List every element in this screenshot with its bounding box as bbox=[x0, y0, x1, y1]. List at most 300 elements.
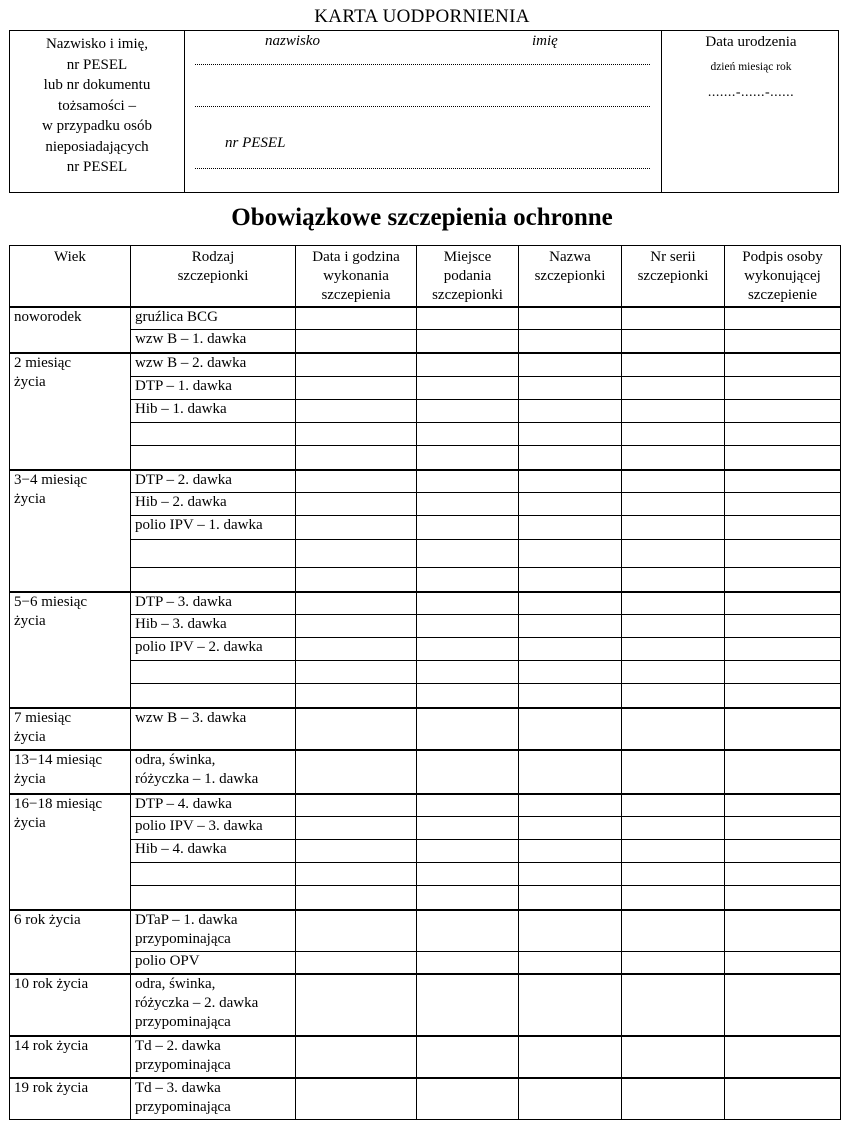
vaccine-name-cell[interactable] bbox=[519, 592, 622, 615]
vaccine-line: wzw B – 2. dawka bbox=[135, 354, 247, 371]
column-header-line: szczepienie bbox=[747, 287, 818, 303]
batch-number-cell[interactable] bbox=[622, 493, 725, 516]
vaccine-cell bbox=[131, 684, 296, 708]
age-line: życia bbox=[14, 770, 46, 787]
signature-cell[interactable] bbox=[725, 516, 841, 540]
vaccine-cell bbox=[131, 540, 296, 568]
signature-cell[interactable] bbox=[725, 446, 841, 470]
vaccine-line: DTaP – 1. dawka bbox=[135, 911, 238, 928]
vaccine-cell bbox=[131, 638, 296, 661]
date-cell[interactable] bbox=[296, 910, 417, 952]
vaccine-name-cell[interactable] bbox=[519, 307, 622, 330]
vaccine-cell bbox=[131, 974, 296, 1036]
table-row bbox=[10, 817, 841, 840]
vaccine-name-cell[interactable] bbox=[519, 661, 622, 684]
age-line: noworodek bbox=[14, 308, 82, 325]
age-cell bbox=[10, 353, 131, 470]
table-row bbox=[10, 307, 841, 330]
table-header-row bbox=[10, 246, 841, 307]
vaccine-name-cell[interactable] bbox=[519, 470, 622, 493]
signature-cell[interactable] bbox=[725, 592, 841, 615]
site-cell[interactable] bbox=[417, 817, 519, 840]
vaccine-line: Hib – 3. dawka bbox=[135, 616, 227, 632]
age-line: 19 rok życia bbox=[14, 1079, 89, 1096]
signature-cell[interactable] bbox=[725, 307, 841, 330]
vaccine-cell bbox=[131, 840, 296, 863]
column-header-line: Nazwa bbox=[549, 249, 591, 265]
vaccine-cell bbox=[131, 886, 296, 910]
column-header-line: Nr serii bbox=[650, 249, 696, 265]
site-cell[interactable] bbox=[417, 446, 519, 470]
signature-cell[interactable] bbox=[725, 863, 841, 886]
site-cell[interactable] bbox=[417, 974, 519, 1036]
vaccine-cell bbox=[131, 423, 296, 446]
vaccine-name-cell[interactable] bbox=[519, 377, 622, 400]
table-row bbox=[10, 910, 841, 952]
table-row bbox=[10, 493, 841, 516]
vaccine-line: polio IPV – 3. dawka bbox=[135, 818, 263, 834]
batch-number-cell[interactable] bbox=[622, 863, 725, 886]
site-cell[interactable] bbox=[417, 840, 519, 863]
signature-cell[interactable] bbox=[725, 840, 841, 863]
table-row bbox=[10, 568, 841, 592]
age-line: 6 rok życia bbox=[14, 911, 81, 928]
date-cell[interactable] bbox=[296, 661, 417, 684]
vaccine-cell bbox=[131, 493, 296, 516]
signature-cell[interactable] bbox=[725, 540, 841, 568]
identity-label-line: w przypadku osób bbox=[42, 118, 152, 134]
site-cell[interactable] bbox=[417, 863, 519, 886]
vaccine-name-cell[interactable] bbox=[519, 750, 622, 794]
signature-cell[interactable] bbox=[725, 910, 841, 952]
vaccine-line: wzw B – 3. dawka bbox=[135, 709, 247, 726]
column-header-line: Miejsce bbox=[443, 249, 492, 265]
vaccine-line: Hib – 2. dawka bbox=[135, 494, 227, 510]
date-cell[interactable] bbox=[296, 615, 417, 638]
age-line: 3−4 miesiąc bbox=[14, 471, 88, 488]
site-cell[interactable] bbox=[417, 886, 519, 910]
signature-cell[interactable] bbox=[725, 470, 841, 493]
age-cell bbox=[10, 1036, 131, 1078]
signature-cell[interactable] bbox=[725, 353, 841, 377]
batch-number-cell[interactable] bbox=[622, 750, 725, 794]
vaccine-name-cell[interactable] bbox=[519, 840, 622, 863]
table-row bbox=[10, 540, 841, 568]
signature-cell[interactable] bbox=[725, 817, 841, 840]
date-cell[interactable] bbox=[296, 684, 417, 708]
date-cell[interactable] bbox=[296, 516, 417, 540]
batch-number-cell[interactable] bbox=[622, 708, 725, 750]
vaccine-line: polio OPV bbox=[135, 953, 200, 969]
vaccine-line: polio IPV – 1. dawka bbox=[135, 517, 263, 533]
vaccine-cell bbox=[131, 794, 296, 817]
batch-number-cell[interactable] bbox=[622, 330, 725, 353]
vaccine-cell bbox=[131, 330, 296, 353]
table-row bbox=[10, 661, 841, 684]
vaccine-name-cell[interactable] bbox=[519, 974, 622, 1036]
age-cell bbox=[10, 1078, 131, 1120]
date-cell[interactable] bbox=[296, 1078, 417, 1120]
vaccine-cell bbox=[131, 952, 296, 974]
vaccine-name-cell[interactable] bbox=[519, 817, 622, 840]
identity-label-line: lub nr dokumentu bbox=[43, 77, 151, 93]
site-cell[interactable] bbox=[417, 684, 519, 708]
date-cell[interactable] bbox=[296, 423, 417, 446]
column-header-line: Rodzaj bbox=[191, 249, 235, 265]
batch-number-cell[interactable] bbox=[622, 817, 725, 840]
signature-cell[interactable] bbox=[725, 1078, 841, 1120]
identity-label-line: nr PESEL bbox=[66, 56, 128, 73]
signature-cell[interactable] bbox=[725, 684, 841, 708]
signature-cell[interactable] bbox=[725, 423, 841, 446]
age-line: 13−14 miesiąc bbox=[14, 751, 103, 768]
age-cell bbox=[10, 974, 131, 1036]
batch-number-cell[interactable] bbox=[622, 470, 725, 493]
column-header-line: Podpis osoby bbox=[742, 249, 823, 265]
date-cell[interactable] bbox=[296, 750, 417, 794]
date-cell[interactable] bbox=[296, 446, 417, 470]
batch-number-cell[interactable] bbox=[622, 307, 725, 330]
site-cell[interactable] bbox=[417, 307, 519, 330]
batch-number-cell[interactable] bbox=[622, 568, 725, 592]
table-row bbox=[10, 615, 841, 638]
site-cell[interactable] bbox=[417, 493, 519, 516]
vaccine-name-cell[interactable] bbox=[519, 886, 622, 910]
site-cell[interactable] bbox=[417, 423, 519, 446]
birth-date-field[interactable]: .......-......-...... bbox=[707, 85, 795, 100]
table-row bbox=[10, 516, 841, 540]
vaccine-name-cell[interactable] bbox=[519, 708, 622, 750]
vaccine-cell bbox=[131, 470, 296, 493]
site-cell[interactable] bbox=[417, 470, 519, 493]
vaccine-line: odra, świnka, bbox=[135, 751, 216, 768]
column-header-line: szczepionki bbox=[637, 268, 709, 284]
batch-number-cell[interactable] bbox=[622, 840, 725, 863]
date-cell[interactable] bbox=[296, 568, 417, 592]
date-cell[interactable] bbox=[296, 592, 417, 615]
identity-label-line: Nazwisko i imię, bbox=[45, 36, 149, 52]
batch-number-cell[interactable] bbox=[622, 661, 725, 684]
site-cell[interactable] bbox=[417, 592, 519, 615]
column-header-line: szczepionki bbox=[177, 268, 249, 284]
vaccine-line: polio IPV – 2. dawka bbox=[135, 639, 263, 655]
date-cell[interactable] bbox=[296, 470, 417, 493]
vaccine-name-cell[interactable] bbox=[519, 423, 622, 446]
signature-cell[interactable] bbox=[725, 400, 841, 423]
surname-field[interactable] bbox=[195, 64, 650, 65]
date-cell[interactable] bbox=[296, 794, 417, 817]
vaccine-line: gruźlica BCG bbox=[135, 308, 218, 325]
column-header-line: wykonującej bbox=[744, 268, 821, 284]
table-row bbox=[10, 353, 841, 377]
batch-number-cell[interactable] bbox=[622, 446, 725, 470]
vaccine-cell bbox=[131, 307, 296, 330]
vaccine-name-cell[interactable] bbox=[519, 952, 622, 974]
card-title: KARTA UODPORNIENIA bbox=[314, 6, 530, 27]
table-row bbox=[10, 952, 841, 974]
age-line: życia bbox=[14, 728, 46, 745]
batch-number-cell[interactable] bbox=[622, 400, 725, 423]
site-cell[interactable] bbox=[417, 794, 519, 817]
age-line: życia bbox=[14, 490, 46, 507]
table-row bbox=[10, 974, 841, 1036]
batch-number-cell[interactable] bbox=[622, 1036, 725, 1078]
site-cell[interactable] bbox=[417, 638, 519, 661]
vaccine-name-cell[interactable] bbox=[519, 446, 622, 470]
site-cell[interactable] bbox=[417, 661, 519, 684]
batch-number-cell[interactable] bbox=[622, 615, 725, 638]
age-cell bbox=[10, 708, 131, 750]
vaccine-cell bbox=[131, 592, 296, 615]
vaccine-name-cell[interactable] bbox=[519, 863, 622, 886]
column-header bbox=[131, 246, 296, 307]
table-row bbox=[10, 1036, 841, 1078]
batch-number-cell[interactable] bbox=[622, 353, 725, 377]
vaccine-line: przypominająca bbox=[135, 1098, 231, 1115]
batch-number-cell[interactable] bbox=[622, 423, 725, 446]
batch-number-cell[interactable] bbox=[622, 1078, 725, 1120]
identity-label-line: nr PESEL bbox=[66, 159, 128, 175]
vaccine-line: DTP – 1. dawka bbox=[135, 378, 232, 394]
vaccine-line: wzw B – 1. dawka bbox=[135, 331, 247, 347]
batch-number-cell[interactable] bbox=[622, 952, 725, 974]
age-cell bbox=[10, 794, 131, 910]
batch-number-cell[interactable] bbox=[622, 684, 725, 708]
site-cell[interactable] bbox=[417, 708, 519, 750]
column-header bbox=[296, 246, 417, 307]
vaccine-line: różyczka – 2. dawka bbox=[135, 994, 259, 1011]
table-row bbox=[10, 794, 841, 817]
signature-cell[interactable] bbox=[725, 794, 841, 817]
date-cell[interactable] bbox=[296, 638, 417, 661]
column-header-line: szczepionki bbox=[534, 268, 606, 284]
signature-cell[interactable] bbox=[725, 974, 841, 1036]
birth-date-format: dzień miesiąc rok bbox=[710, 61, 792, 73]
batch-number-cell[interactable] bbox=[622, 377, 725, 400]
identity-label-line: nieposiadających bbox=[45, 138, 149, 155]
vaccine-line: różyczka – 1. dawka bbox=[135, 770, 259, 787]
vaccine-cell bbox=[131, 750, 296, 794]
batch-number-cell[interactable] bbox=[622, 516, 725, 540]
vaccine-name-cell[interactable] bbox=[519, 516, 622, 540]
age-line: 14 rok życia bbox=[14, 1037, 89, 1054]
vaccine-line: DTP – 4. dawka bbox=[135, 795, 232, 812]
column-header-line: szczepionki bbox=[432, 287, 503, 303]
vaccine-line: przypominająca bbox=[135, 1056, 231, 1073]
vaccine-name-cell[interactable] bbox=[519, 684, 622, 708]
age-cell bbox=[10, 307, 131, 353]
signature-cell[interactable] bbox=[725, 377, 841, 400]
signature-cell[interactable] bbox=[725, 708, 841, 750]
vaccine-name-cell[interactable] bbox=[519, 353, 622, 377]
batch-number-cell[interactable] bbox=[622, 638, 725, 661]
column-header bbox=[417, 246, 519, 307]
pesel-field[interactable] bbox=[195, 168, 650, 169]
vaccine-cell bbox=[131, 400, 296, 423]
vaccine-name-cell[interactable] bbox=[519, 493, 622, 516]
vaccine-name-cell[interactable] bbox=[519, 638, 622, 661]
vaccine-cell bbox=[131, 661, 296, 684]
vaccine-name-cell[interactable] bbox=[519, 1036, 622, 1078]
batch-number-cell[interactable] bbox=[622, 592, 725, 615]
age-line: życia bbox=[14, 373, 46, 390]
personal-data-box bbox=[9, 30, 839, 193]
vaccine-line: DTP – 2. dawka bbox=[135, 471, 232, 488]
date-cell[interactable] bbox=[296, 708, 417, 750]
vaccine-line: Td – 2. dawka bbox=[135, 1037, 221, 1054]
firstname-field[interactable] bbox=[195, 106, 650, 107]
batch-number-cell[interactable] bbox=[622, 794, 725, 817]
site-cell[interactable] bbox=[417, 540, 519, 568]
vaccine-cell bbox=[131, 353, 296, 377]
signature-cell[interactable] bbox=[725, 661, 841, 684]
vaccine-line: DTP – 3. dawka bbox=[135, 593, 232, 610]
column-header bbox=[622, 246, 725, 307]
vaccine-cell bbox=[131, 377, 296, 400]
table-row bbox=[10, 330, 841, 353]
batch-number-cell[interactable] bbox=[622, 910, 725, 952]
signature-cell[interactable] bbox=[725, 750, 841, 794]
site-cell[interactable] bbox=[417, 516, 519, 540]
site-cell[interactable] bbox=[417, 952, 519, 974]
date-cell[interactable] bbox=[296, 493, 417, 516]
vaccine-name-cell[interactable] bbox=[519, 1078, 622, 1120]
vaccination-table bbox=[9, 245, 841, 1120]
table-row bbox=[10, 684, 841, 708]
vaccine-name-cell[interactable] bbox=[519, 568, 622, 592]
date-cell[interactable] bbox=[296, 377, 417, 400]
age-line: życia bbox=[14, 814, 46, 831]
firstname-label: imię bbox=[532, 33, 558, 49]
table-row bbox=[10, 377, 841, 400]
date-cell[interactable] bbox=[296, 863, 417, 886]
site-cell[interactable] bbox=[417, 615, 519, 638]
column-header bbox=[725, 246, 841, 307]
batch-number-cell[interactable] bbox=[622, 974, 725, 1036]
vaccine-cell bbox=[131, 516, 296, 540]
date-cell[interactable] bbox=[296, 817, 417, 840]
vaccine-name-cell[interactable] bbox=[519, 400, 622, 423]
column-header-line: Wiek bbox=[54, 249, 86, 265]
signature-cell[interactable] bbox=[725, 952, 841, 974]
vaccine-name-cell[interactable] bbox=[519, 794, 622, 817]
batch-number-cell[interactable] bbox=[622, 540, 725, 568]
vaccine-cell bbox=[131, 1078, 296, 1120]
age-line: życia bbox=[14, 612, 46, 629]
table-row bbox=[10, 886, 841, 910]
signature-cell[interactable] bbox=[725, 568, 841, 592]
date-cell[interactable] bbox=[296, 307, 417, 330]
site-cell[interactable] bbox=[417, 353, 519, 377]
site-cell[interactable] bbox=[417, 1078, 519, 1120]
birth-date-label: Data urodzenia bbox=[705, 34, 797, 50]
table-row bbox=[10, 863, 841, 886]
date-cell[interactable] bbox=[296, 974, 417, 1036]
column-header-line: Data i godzina bbox=[312, 249, 400, 265]
table-row bbox=[10, 708, 841, 750]
site-cell[interactable] bbox=[417, 400, 519, 423]
date-cell[interactable] bbox=[296, 330, 417, 353]
table-row bbox=[10, 1078, 841, 1120]
table-row bbox=[10, 638, 841, 661]
vaccine-cell bbox=[131, 1036, 296, 1078]
date-cell[interactable] bbox=[296, 1036, 417, 1078]
vaccine-line: odra, świnka, bbox=[135, 975, 216, 992]
column-header bbox=[519, 246, 622, 307]
date-cell[interactable] bbox=[296, 400, 417, 423]
vaccine-name-cell[interactable] bbox=[519, 615, 622, 638]
site-cell[interactable] bbox=[417, 330, 519, 353]
date-cell[interactable] bbox=[296, 952, 417, 974]
date-cell[interactable] bbox=[296, 540, 417, 568]
vaccine-name-cell[interactable] bbox=[519, 910, 622, 952]
column-header-line: podania bbox=[443, 268, 492, 284]
pesel-label: nr PESEL bbox=[225, 135, 286, 151]
signature-cell[interactable] bbox=[725, 1036, 841, 1078]
site-cell[interactable] bbox=[417, 750, 519, 794]
vaccine-cell bbox=[131, 817, 296, 840]
vaccine-cell bbox=[131, 910, 296, 952]
age-line: 7 miesiąc bbox=[14, 709, 72, 726]
site-cell[interactable] bbox=[417, 377, 519, 400]
column-header-line: wykonania bbox=[323, 268, 389, 284]
table-row bbox=[10, 592, 841, 615]
table-row bbox=[10, 750, 841, 794]
vaccine-line: Hib – 4. dawka bbox=[135, 841, 227, 857]
date-cell[interactable] bbox=[296, 353, 417, 377]
vaccine-cell bbox=[131, 863, 296, 886]
date-cell[interactable] bbox=[296, 840, 417, 863]
birth-date-box bbox=[661, 31, 840, 192]
site-cell[interactable] bbox=[417, 1036, 519, 1078]
signature-cell[interactable] bbox=[725, 638, 841, 661]
vaccine-name-cell[interactable] bbox=[519, 540, 622, 568]
signature-cell[interactable] bbox=[725, 886, 841, 910]
vaccine-line: przypominająca bbox=[135, 930, 231, 947]
surname-label: nazwisko bbox=[265, 33, 321, 49]
age-cell bbox=[10, 470, 131, 592]
site-cell[interactable] bbox=[417, 910, 519, 952]
table-row bbox=[10, 446, 841, 470]
batch-number-cell[interactable] bbox=[622, 886, 725, 910]
vaccine-name-cell[interactable] bbox=[519, 330, 622, 353]
table-row bbox=[10, 400, 841, 423]
signature-cell[interactable] bbox=[725, 330, 841, 353]
vaccine-cell bbox=[131, 708, 296, 750]
column-header-line: szczepienia bbox=[321, 287, 391, 303]
signature-cell[interactable] bbox=[725, 615, 841, 638]
age-line: 10 rok życia bbox=[14, 975, 89, 992]
table-row bbox=[10, 423, 841, 446]
age-line: 5−6 miesiąc bbox=[14, 593, 88, 610]
site-cell[interactable] bbox=[417, 568, 519, 592]
signature-cell[interactable] bbox=[725, 493, 841, 516]
vaccine-cell bbox=[131, 615, 296, 638]
age-cell bbox=[10, 910, 131, 974]
column-header bbox=[10, 246, 131, 307]
age-cell bbox=[10, 592, 131, 708]
table-row bbox=[10, 470, 841, 493]
vaccine-line: przypominająca bbox=[135, 1013, 231, 1030]
age-line: 16−18 miesiąc bbox=[14, 795, 103, 812]
vaccine-line: Hib – 1. dawka bbox=[135, 401, 227, 417]
section-heading: Obowiązkowe szczepienia ochronne bbox=[231, 204, 613, 231]
table-row bbox=[10, 840, 841, 863]
date-cell[interactable] bbox=[296, 886, 417, 910]
identity-label-line: tożsamości – bbox=[58, 97, 136, 114]
vaccine-line: Td – 3. dawka bbox=[135, 1079, 221, 1096]
identity-label bbox=[10, 31, 185, 192]
